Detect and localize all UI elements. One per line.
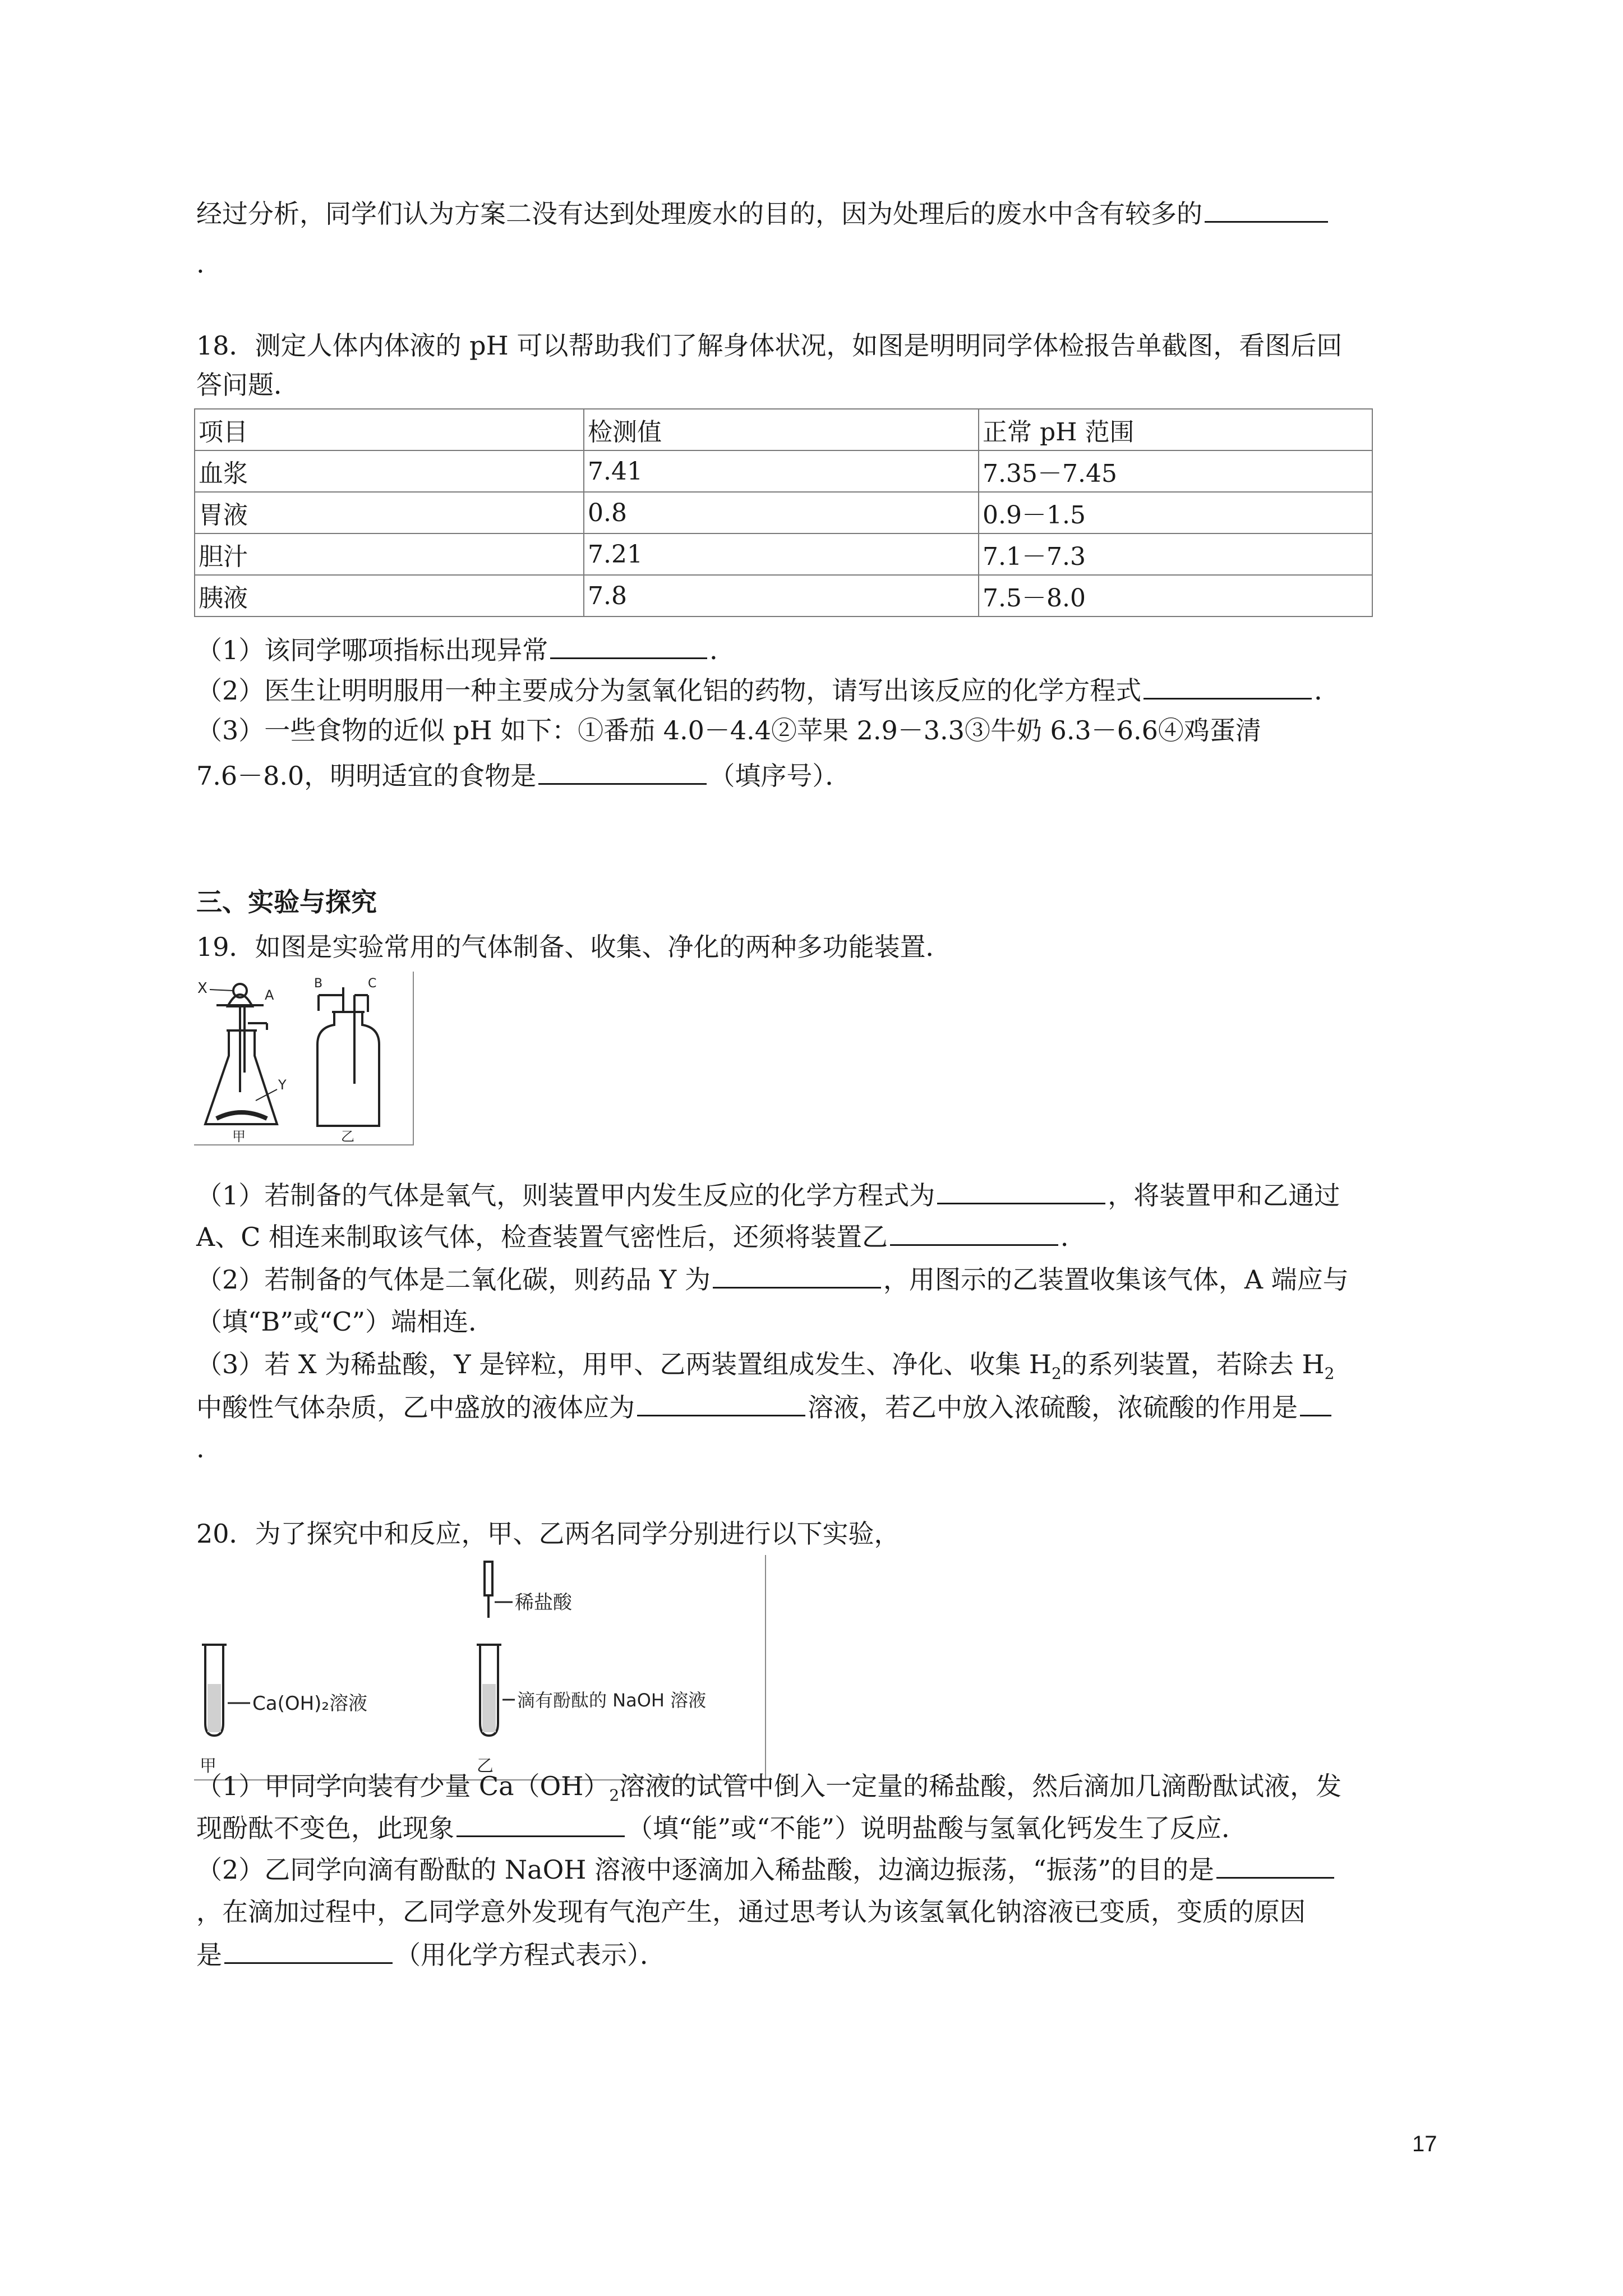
subscript: 2 [1052,1364,1062,1383]
q18-stem-line1: 18．测定人体内体液的 pH 可以帮助我们了解身体状况，如图是明明同学体检报告单截图，看图后回 [196,330,1343,361]
q20-sub1-text: （1）甲同学向装有少量 Ca（OH） [196,1771,610,1801]
table-row [195,533,1372,575]
table-cell: 0.9－1.5 [979,492,1372,533]
q18-sub2-end: ． [1314,675,1340,706]
label-yi: 乙 [477,1756,494,1776]
q18-sub1 [196,633,735,667]
q18-sub2 [196,673,1340,707]
ph-report-table [194,408,1373,617]
label-solution-b: 滴有酚酞的 NaOH 溶液 [517,1690,707,1711]
q20-sub2-text-c: 是 [196,1940,222,1970]
q20-sub2-line1 [196,1852,1336,1887]
q19-sub1-line2 [196,1220,1086,1254]
q19-sub1-text-d: ． [1061,1222,1087,1252]
q19-sub2-text: （2）若制备的气体是二氧化碳，则药品 Y 为 [196,1264,711,1295]
q19-sub3-line2 [196,1390,1334,1424]
apparatus-yi-icon [317,987,379,1126]
table-cell: 7.21 [584,533,979,575]
section-title: 三、实验与探究 [196,887,377,917]
table-cell: 胃液 [195,492,584,533]
page-number: 17 [1412,2132,1437,2156]
table-row [195,575,1372,616]
q20-sub2-text-d: （用化学方程式表示）． [395,1940,666,1970]
table-cell: 胰液 [195,575,584,616]
answer-blank[interactable] [937,1178,1105,1204]
label-c: C [368,977,377,991]
table-cell: 7.1－7.3 [979,533,1372,575]
q18-sub3-line2 [196,758,851,793]
answer-blank[interactable] [890,1220,1058,1246]
q18-sub3-text: 7.6－8.0，明明适宜的食物是 [196,761,537,791]
table-cell: 7.8 [584,575,979,616]
q20-sub2-line3 [196,1938,666,1972]
q18-sub1-text: （1）该同学哪项指标出现异常 [196,635,548,665]
table-row [195,450,1372,492]
answer-blank[interactable] [1216,1852,1334,1879]
answer-blank[interactable] [713,1262,881,1289]
q19-sub3-text: （3）若 X 为稀盐酸，Y 是锌粒，用甲、乙两装置组成发生、净化、收集 H [196,1349,1052,1379]
table-header-row [195,409,1372,450]
table-cell: 0.8 [584,492,979,533]
table-cell: 7.5－8.0 [979,575,1372,616]
table-header-cell: 项目 [195,409,584,450]
q19-stem: 19．如图是实验常用的气体制备、收集、净化的两种多功能装置． [196,932,952,962]
q18-sub1-end: ． [709,635,736,665]
q19-sub1-line1 [196,1178,1340,1212]
q19-sub3-line3: . [196,1433,205,1464]
intro-line [196,196,1330,231]
answer-blank[interactable] [1205,196,1328,223]
q20-sub1-text-c: 现酚酞不变色，此现象 [196,1813,454,1843]
table-row [195,492,1372,533]
q19-sub2-line1 [196,1262,1349,1296]
label-dropper: 稀盐酸 [515,1591,572,1614]
q19-sub2-text-b: ，用图示的乙装置收集该气体，A 端应与 [883,1264,1349,1295]
table-header-cell: 正常 pH 范围 [979,409,1372,450]
answer-blank[interactable] [637,1390,805,1416]
q18-sub2-text: （2）医生让明明服用一种主要成分为氢氧化铝的药物，请写出该反应的化学方程式 [196,675,1142,706]
q19-sub3-line1 [196,1347,1334,1391]
q19-sub3-text-b: 的系列装置，若除去 H [1061,1349,1325,1379]
test-tubes-drawing [194,1555,765,1779]
label-jia: 甲 [232,1129,246,1144]
q19-sub1-text: （1）若制备的气体是氧气，则装置甲内发生反应的化学方程式为 [196,1180,935,1211]
apparatus-jia-icon [205,984,277,1124]
intro-text: 经过分析，同学们认为方案二没有达到处理废水的目的，因为处理后的废水中含有较多的 [196,199,1202,229]
q20-sub1-line2 [196,1811,1247,1845]
liquid-yi-icon [482,1684,496,1732]
label-y: Y [278,1077,287,1093]
gas-apparatus-figure [194,972,414,1145]
q20-sub1-text-d: （填“能”或“不能”）说明盐酸与氢氧化钙发生了反应． [627,1813,1248,1843]
q20-sub1-text-b: 溶液的试管中倒入一定量的稀盐酸，然后滴加几滴酚酞试液，发 [619,1771,1342,1801]
table-cell: 7.41 [584,450,979,492]
answer-blank[interactable] [550,633,707,659]
answer-blank[interactable] [457,1811,625,1837]
q18-sub3-line1: （3）一些食物的近似 pH 如下：①番茄 4.0－4.4②苹果 2.9－3.3③牛奶 6.3－6.6④鸡蛋清 [196,715,1261,746]
label-a: A [265,987,274,1003]
answer-blank[interactable] [1144,673,1312,700]
label-b: B [314,977,323,991]
table-header-cell: 检测值 [584,409,979,450]
neutralization-figure [194,1555,766,1780]
intro-line-end [196,247,205,280]
table-cell: 7.35－7.45 [979,450,1372,492]
q19-sub2-line2: （填“B”或“C”）端相连． [196,1306,495,1337]
table-cell: 血浆 [195,450,584,492]
table-cell: 胆汁 [195,533,584,575]
q18-sub3-text-end: （填序号）． [709,761,851,791]
label-solution-a: Ca(OH)₂溶液 [252,1692,368,1715]
label-yi: 乙 [341,1129,354,1144]
answer-blank[interactable] [224,1938,393,1964]
q19-sub3-text-c: 中酸性气体杂质，乙中盛放的液体应为 [196,1392,635,1423]
q19-sub1-text-b: ，将装置甲和乙通过 [1108,1180,1340,1211]
subscript: 2 [609,1786,620,1805]
answer-blank[interactable] [1300,1390,1331,1416]
q20-sub2-text: （2）乙同学向滴有酚酞的 NaOH 溶液中逐滴加入稀盐酸，边滴边振荡，“振荡”的目的是 [196,1855,1215,1885]
liquid-jia-icon [208,1684,221,1732]
dropper-icon [485,1562,492,1618]
answer-blank[interactable] [538,758,707,785]
q19-sub1-text-c: A、C 相连来制取该气体，检查装置气密性后，还须将装置乙 [196,1222,888,1252]
label-jia: 甲 [200,1756,216,1776]
q18-stem-line2: 答问题． [196,370,299,400]
apparatus-drawing [194,972,413,1144]
q20-sub2-line2: ，在滴加过程中，乙同学意外发现有气泡产生，通过思考认为该氢氧化钠溶液已变质，变质的原因 [196,1897,1306,1927]
subscript: 2 [1324,1364,1335,1383]
q20-stem: 20．为了探究中和反应，甲、乙两名同学分别进行以下实验， [196,1519,900,1549]
intro-end: . [196,249,205,279]
q19-sub3-text-d: 溶液，若乙中放入浓硫酸，浓硫酸的作用是 [808,1392,1298,1423]
label-x: X [197,980,208,997]
q20-sub1-line1 [196,1769,1341,1812]
